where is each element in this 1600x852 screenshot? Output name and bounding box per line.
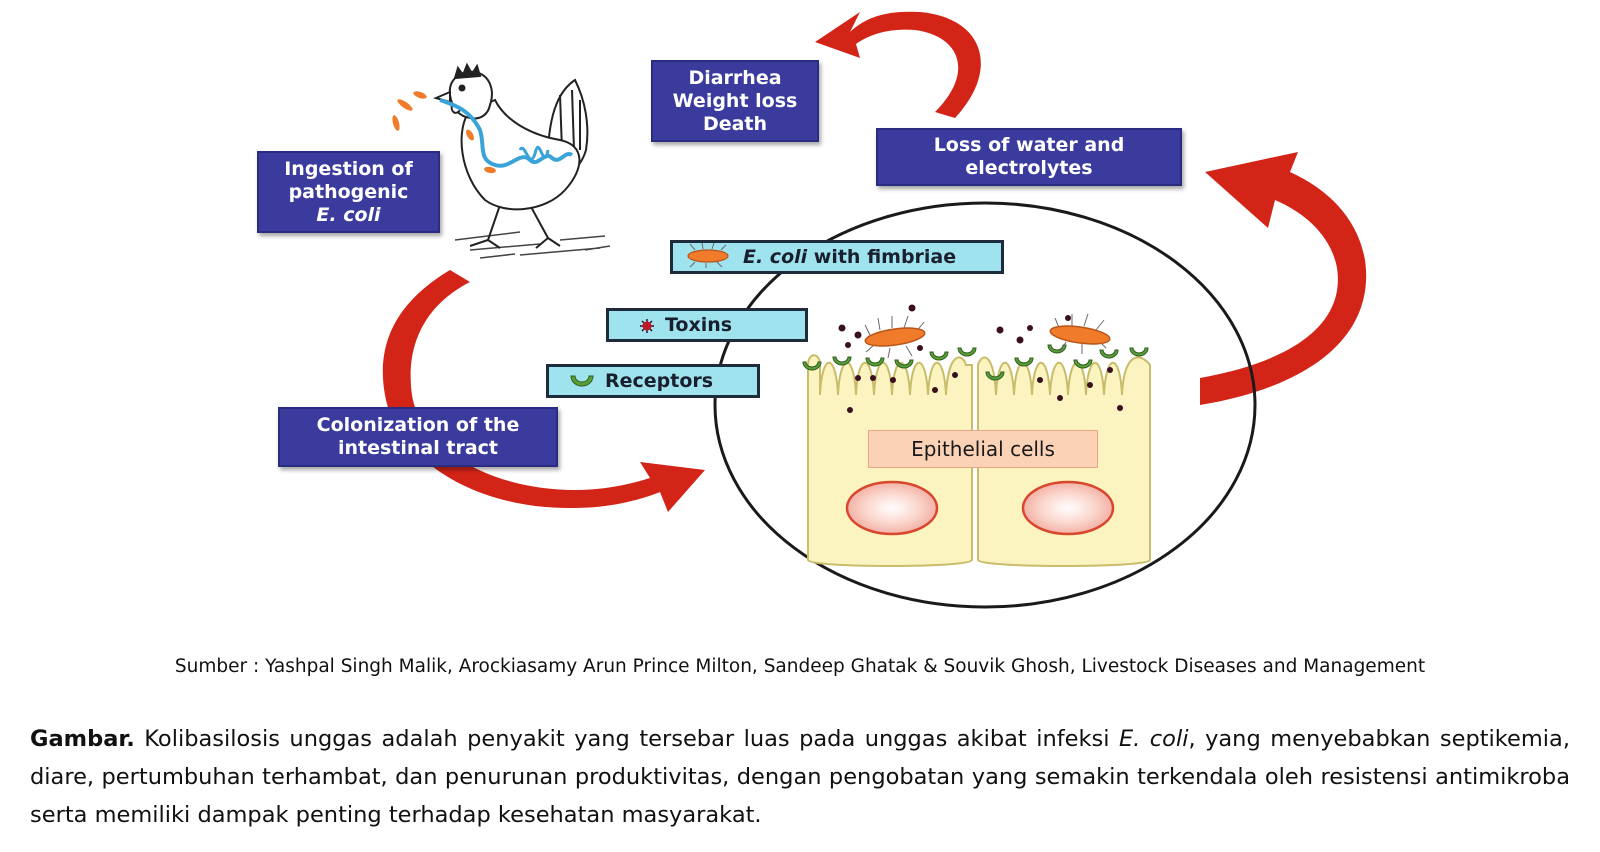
caption-part2: , yang menyebabkan septikemia, diare, pertumbuhan terhambat, dan penurunan produktivitas, dengan pengobatan yang semakin terkendala oleh resistensi antimikroba serta memiliki dampak penting terhadap kesehatan masyarakat. xyxy=(30,726,1570,828)
caption-italic: E. coli xyxy=(1118,726,1189,752)
ecoli-on-villi xyxy=(864,314,1111,358)
nucleus-left xyxy=(847,482,937,534)
arrow-loss-to-symptoms xyxy=(815,12,981,118)
chicken-legs xyxy=(470,205,560,248)
nucleus-right xyxy=(1023,482,1113,534)
symptoms-line-death: Death xyxy=(702,112,768,135)
symptoms-box xyxy=(651,60,819,142)
legend-ecoli-fimbriae xyxy=(670,240,1004,274)
loss-line-2: electrolytes xyxy=(965,157,1093,179)
source-citation: Sumber : Yashpal Singh Malik, Arockiasamy Arun Prince Milton, Sandeep Ghatak & Souvik Ghosh, Livestock Diseases and Management xyxy=(174,656,1426,677)
caption-label: Gambar. xyxy=(30,726,135,752)
caption-part1: Kolibasilosis unggas adalah penyakit yang tersebar luas pada unggas akibat infeksi xyxy=(134,726,1119,752)
epithelial-cells-label: Epithelial cells xyxy=(868,430,1098,468)
loss-line-1: Loss of water and xyxy=(933,134,1125,156)
legend-receptors-label: Receptors xyxy=(605,370,714,392)
colonization-box xyxy=(278,407,558,467)
symptoms-line-diarrhea: Diarrhea xyxy=(688,66,782,89)
legend-receptors xyxy=(546,364,760,398)
ingestion-box xyxy=(257,151,440,233)
figure-caption xyxy=(30,720,1570,834)
colonization-line-2: intestinal tract xyxy=(337,437,498,459)
ingestion-line-2: pathogenic xyxy=(288,180,409,203)
colonization-line-1: Colonization of the xyxy=(316,414,520,436)
legend-ecoli-rest: with fimbriae xyxy=(813,246,957,268)
ingestion-line-1: Ingestion of xyxy=(284,157,413,180)
legend-toxins xyxy=(606,308,808,342)
chicken-comb xyxy=(455,65,480,78)
chicken-eye xyxy=(460,86,465,91)
symptoms-line-weight-loss: Weight loss xyxy=(672,89,798,112)
loss-of-water-box xyxy=(876,128,1182,186)
arrow-intestine-to-loss xyxy=(1200,152,1366,405)
legend-ecoli-italic: E. coli xyxy=(743,246,808,268)
ingestion-line-3: E. coli xyxy=(316,203,381,226)
legend-toxins-label: Toxins xyxy=(665,314,733,336)
ground-straw xyxy=(455,232,610,258)
